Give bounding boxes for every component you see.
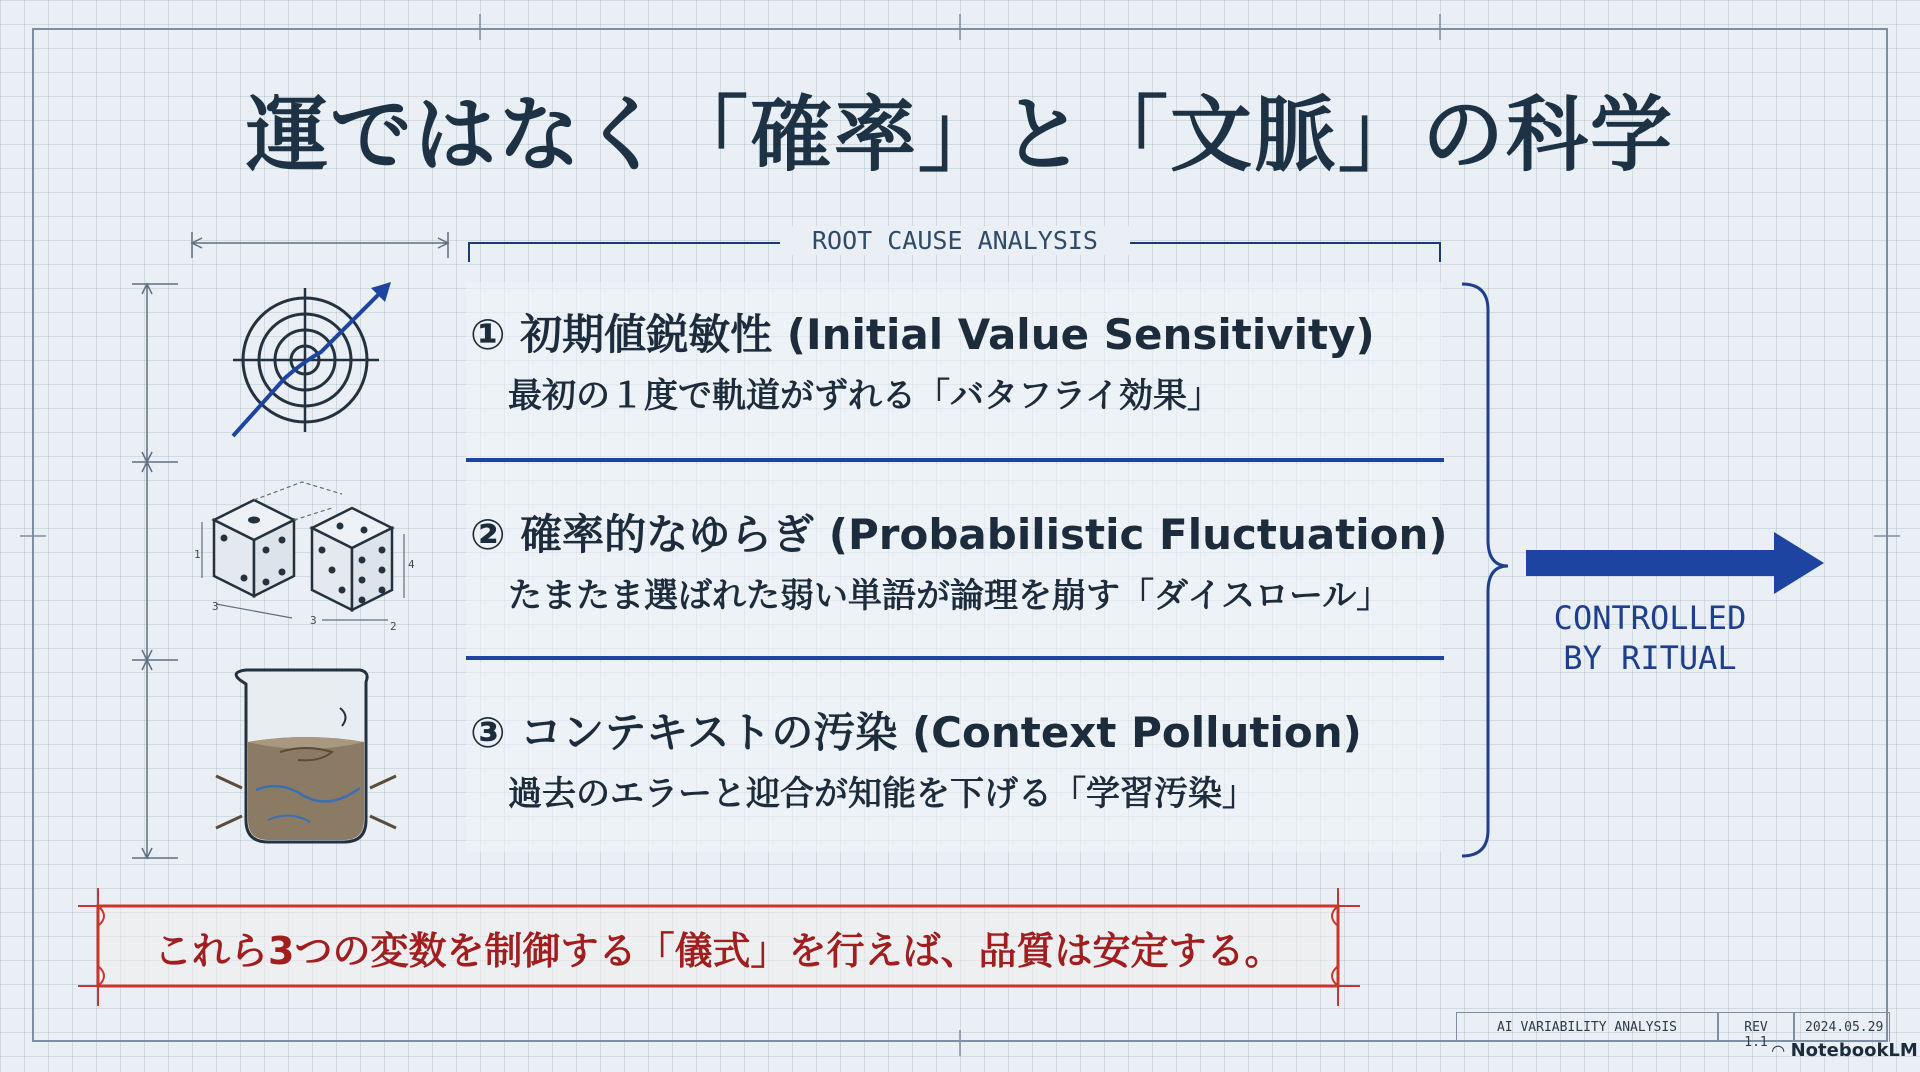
item-subtitle-2: たまたま選ばれた弱い単語が論理を崩す「ダイスロール」	[508, 576, 1391, 616]
right-arrow-icon	[1524, 530, 1824, 600]
dice-label: 2	[390, 620, 397, 633]
dice-label: 3	[212, 600, 219, 613]
notebooklm-logo	[1772, 1040, 1918, 1061]
item-subtitle-3: 過去のエラーと迎合が知能を下げる「学習汚染」	[508, 774, 1256, 814]
result-line-1: CONTROLLED	[1553, 599, 1747, 637]
beaker-icon	[210, 660, 410, 850]
dice-label: 1	[194, 548, 201, 561]
drawing-titleblock	[1456, 1012, 1890, 1050]
notebooklm-icon: ◠	[1772, 1041, 1785, 1060]
item-subtitle-1: 最初の１度で軌道がずれる「バタフライ効果」	[508, 376, 1221, 416]
titleblock-date: 2024.05.29	[1794, 1012, 1890, 1042]
separator-2	[466, 656, 1444, 660]
separator-1	[466, 458, 1444, 462]
titleblock-rev: REV 1.1	[1718, 1012, 1794, 1042]
item-title-1: ① 初期値鋭敏性 (Initial Value Sensitivity)	[470, 310, 1375, 359]
result-label	[1530, 598, 1770, 678]
conclusion-text: これら3つの変数を制御する「儀式」を行えば、品質は安定する。	[154, 929, 1283, 973]
page-title: 運ではなく「確率」と「文脈」の科学	[245, 88, 1674, 183]
section-label: ROOT CAUSE ANALYSIS	[780, 226, 1130, 255]
titleblock-name: AI VARIABILITY ANALYSIS	[1456, 1012, 1718, 1042]
logo-text: NotebookLM	[1790, 1040, 1918, 1061]
result-line-2: BY RITUAL	[1563, 639, 1737, 677]
target-arrow-icon	[225, 282, 395, 442]
dice-label: 3	[310, 614, 317, 627]
dice-label: 4	[408, 558, 415, 571]
item-title-2: ② 確率的なゆらぎ (Probabilistic Fluctuation)	[470, 510, 1448, 559]
item-title-3: ③ コンテキストの汚染 (Context Pollution)	[470, 708, 1362, 757]
dice-icon	[192, 478, 422, 638]
